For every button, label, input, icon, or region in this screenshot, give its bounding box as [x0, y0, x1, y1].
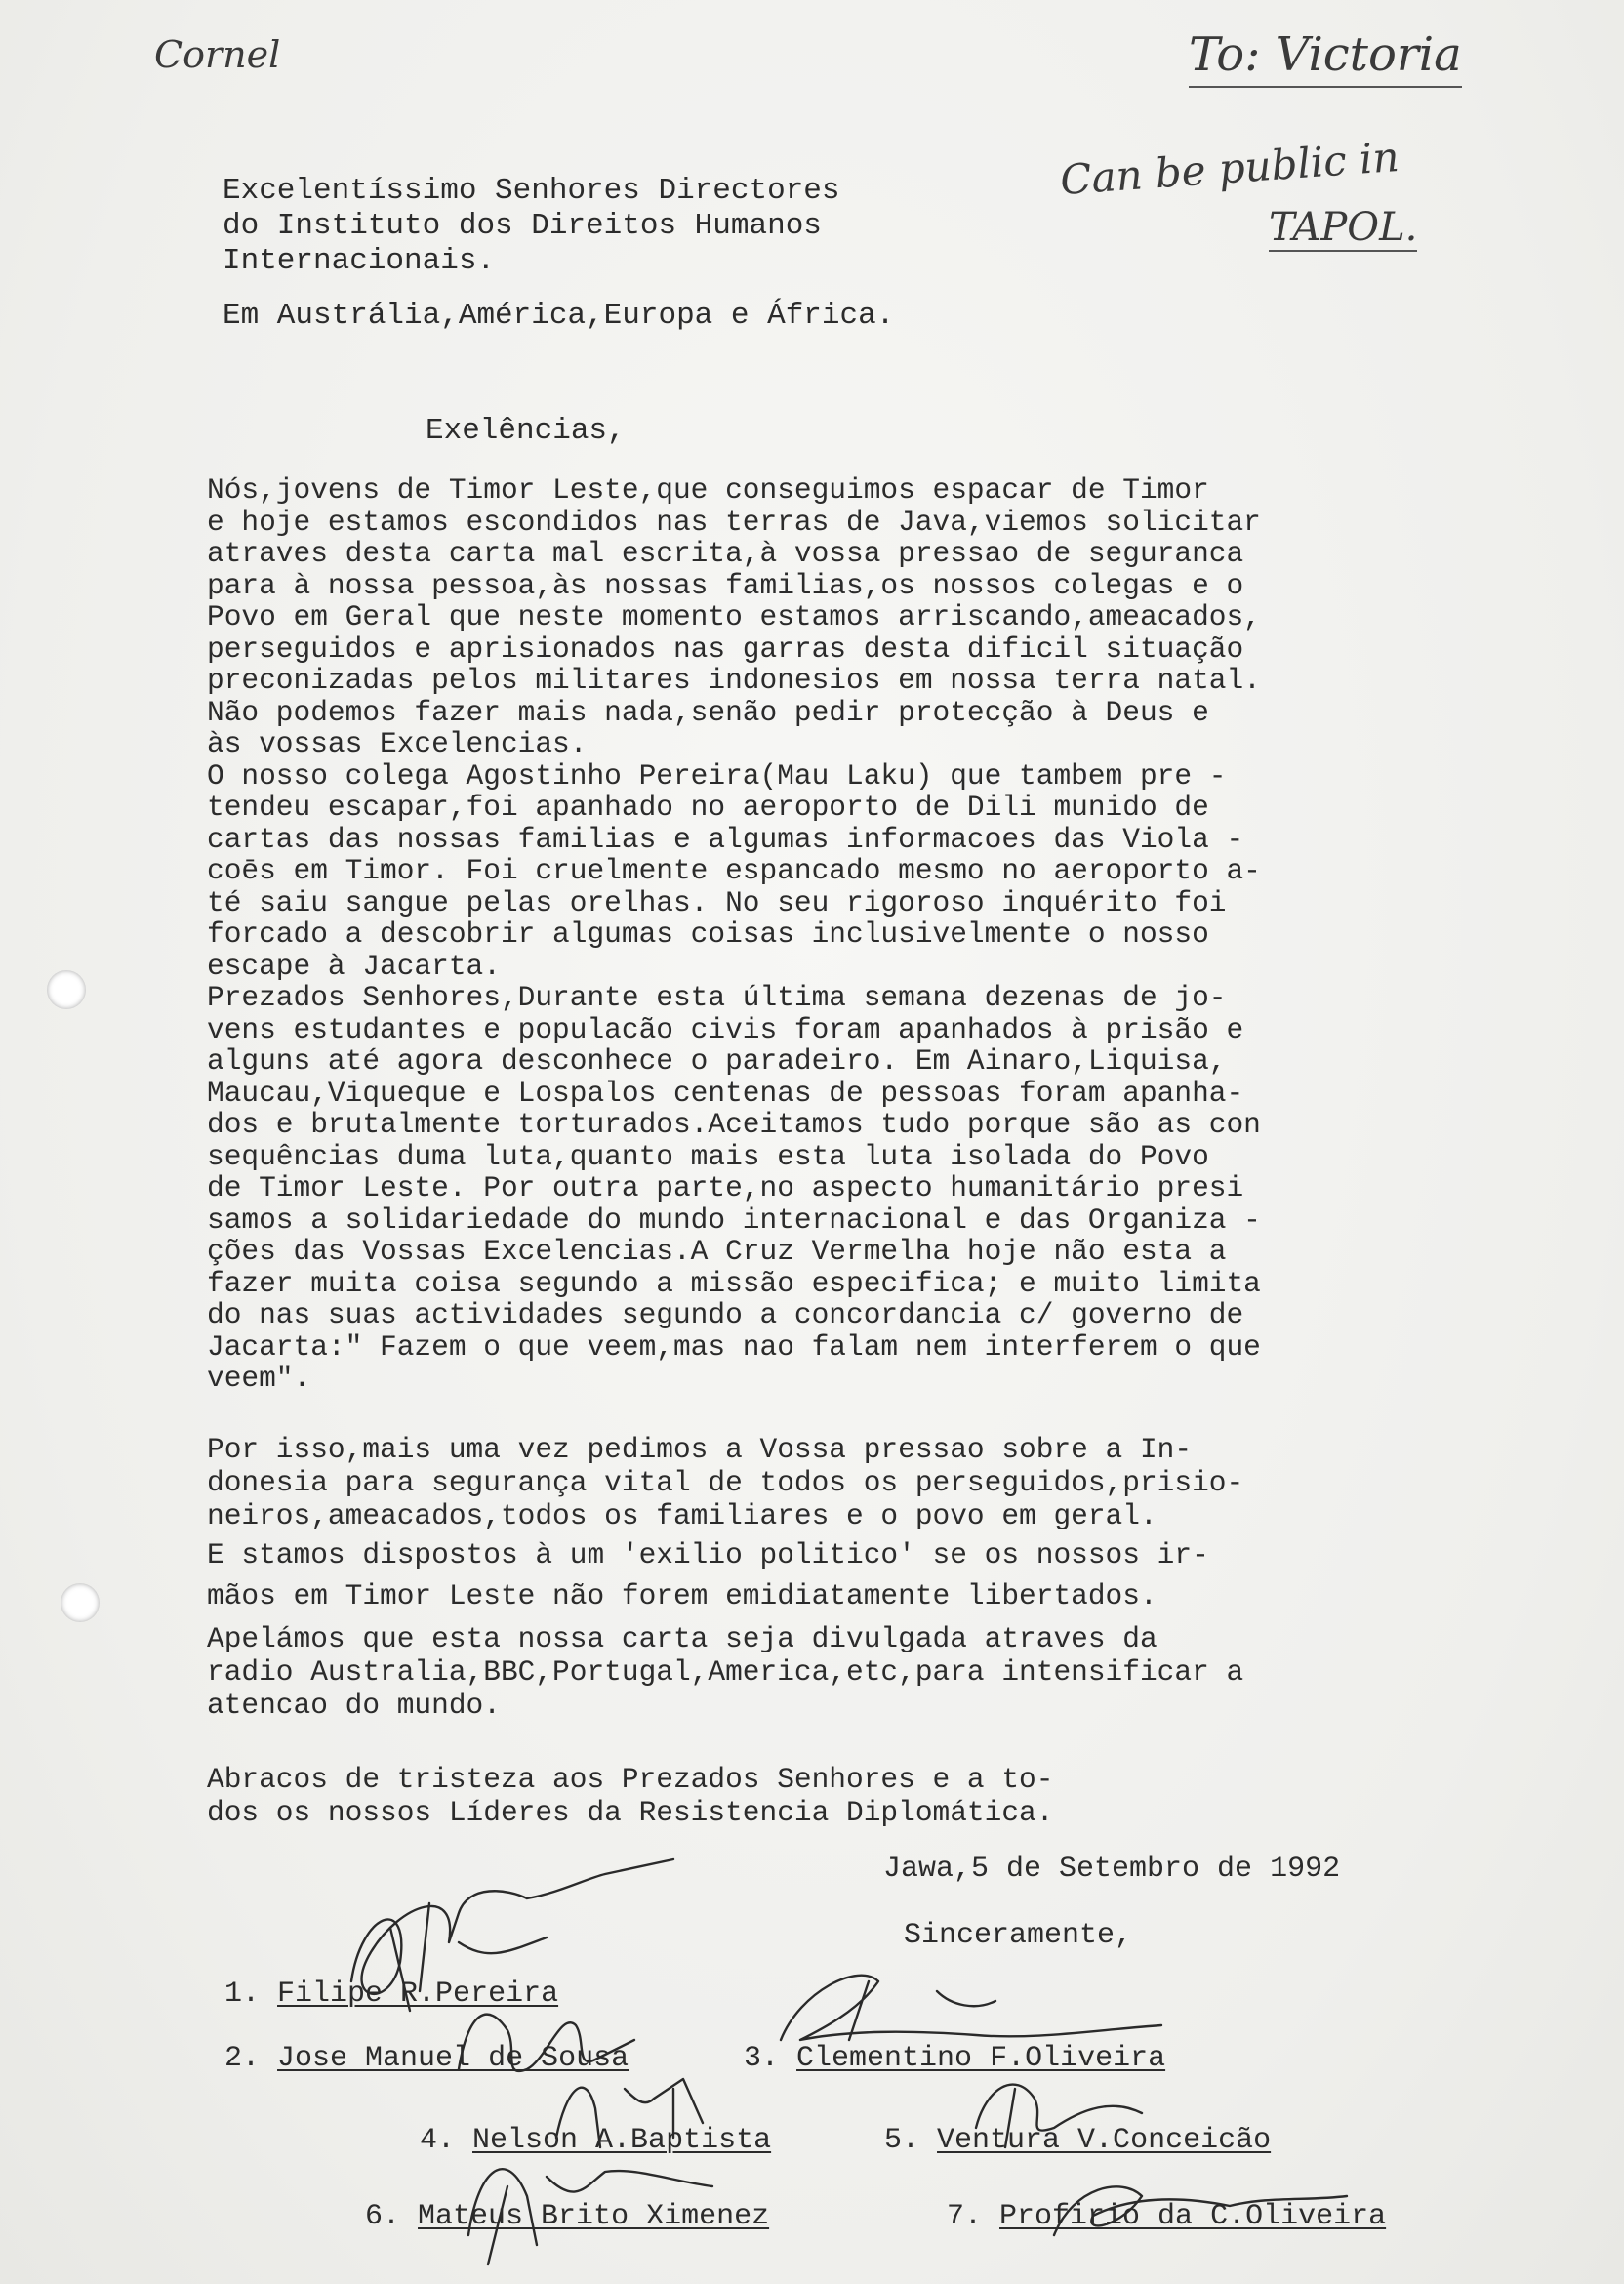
body-line: atencao do mundo. [207, 1689, 501, 1722]
body-line: coēs em Timor. Foi cruelmente espancado mesmo no aeroporto a- [207, 854, 1261, 887]
address-line: Internacionais. [223, 244, 496, 278]
body-line: samos a solidariedade do mundo internacional e das Organiza - [207, 1203, 1261, 1237]
sign-off: Sinceramente, [904, 1919, 1133, 1952]
letter-date: Jawa,5 de Setembro de 1992 [883, 1853, 1341, 1886]
body-line: donesia para segurança vital de todos os perseguidos,prisio- [207, 1466, 1244, 1499]
signatory-number: 5. [884, 2124, 920, 2157]
signatory-name: Filipe R.Pereira [277, 1978, 559, 2011]
body-line: vens estudantes e populacão civis foram apanhados à prisão e [207, 1012, 1244, 1046]
body-line: atraves desta carta mal escrita,à vossa pressao de seguranca [207, 537, 1244, 570]
body-line: para à nossa pessoa,às nossas familias,os nossos colegas e o [207, 568, 1244, 602]
handwritten-note-line1: Can be public in [1058, 132, 1401, 205]
signature-mark-1 [351, 1859, 673, 1994]
body-line: radio Australia,BBC,Portugal,America,etc,para intensificar a [207, 1655, 1244, 1689]
body-line: Jacarta:" Fazem o que veem,mas nao falam nem interferem o que [207, 1329, 1261, 1364]
body-line: preconizadas pelos militares indonesios em nossa terra natal. [207, 664, 1261, 697]
handwritten-name-top-left: Cornel [154, 33, 281, 76]
signatory-name: Ventura V.Conceicão [937, 2124, 1272, 2157]
body-line: té saiu sangue pelas orelhas. No seu rigoroso inquérito foi [207, 885, 1227, 919]
letter-body [207, 474, 1476, 1395]
body-line: ções das Vossas Excelencias.A Cruz Vermelha hoje não esta a [207, 1235, 1227, 1268]
body-line: tendeu escapar,foi apanhado no aeroporto de Dili munido de [207, 791, 1209, 824]
punch-hole-bottom [61, 1583, 100, 1622]
signatory-7 [947, 2200, 1386, 2233]
signatory-number: 2. [224, 2042, 261, 2075]
address-block [223, 174, 894, 334]
signatory-number: 3. [744, 2042, 780, 2075]
body-line: escape à Jacarta. [207, 949, 501, 983]
body-line: dos e brutalmente torturados.Aceitamos tudo porque são as con [207, 1108, 1261, 1141]
body-line: sequências duma luta,quanto mais esta luta isolada do Povo [207, 1139, 1209, 1173]
body-line: perseguidos e aprisionados nas garras desta dificil situação [207, 632, 1244, 666]
body-line: Maucau,Viqueque e Lospalos centenas de pessoas foram apanha- [207, 1076, 1244, 1110]
body-line: Nós,jovens de Timor Leste,que conseguimos espacar de Timor [207, 473, 1209, 507]
closing-line: Abracos de tristeza aos Prezados Senhores e a to- [207, 1763, 1054, 1796]
body-line: cartas das nossas familias e algumas informacoes das Viola - [207, 822, 1244, 856]
address-line: Excelentíssimo Senhores Directores [223, 174, 840, 208]
body-line: fazer muita coisa segundo a missão especifica; e muito limita [207, 1266, 1261, 1300]
signatory-6 [365, 2200, 769, 2233]
body-line: alguns até agora desconhece o paradeiro. Em Ainaro,Liquisa, [207, 1044, 1227, 1078]
signatory-name: Profirio da C.Oliveira [999, 2200, 1387, 2233]
body-line: veem". [207, 1362, 311, 1395]
body-line: E stamos dispostos à um 'exilio politico' se os nossos ir- [207, 1538, 1209, 1571]
signatory-name: Mateus Brito Ximenez [418, 2200, 770, 2233]
signatory-name: Clementino F.Oliveira [796, 2042, 1166, 2075]
closing-line: dos os nossos Líderes da Resistencia Diplomática. [207, 1796, 1054, 1829]
handwritten-recipient: To: Victoria [1189, 27, 1462, 88]
body-line: forcado a descobrir algumas coisas inclusivelmente o nosso [207, 918, 1209, 951]
body-line: e hoje estamos escondidos nas terras de Java,viemos solicitar [207, 505, 1261, 539]
body-line: às vossas Excelencias. [207, 727, 588, 760]
signatory-number: 6. [365, 2200, 401, 2233]
signatory-4 [420, 2124, 771, 2157]
body-line: do nas suas actividades segundo a concordancia c/ governo de [207, 1298, 1244, 1331]
body-line: mãos em Timor Leste não forem emidiatamente libertados. [207, 1579, 1157, 1612]
signatory-2 [224, 2042, 629, 2075]
body-line: O nosso colega Agostinho Pereira(Mau Laku) que tambem pre - [207, 758, 1227, 793]
signatory-number: 4. [420, 2124, 456, 2157]
handwritten-note-line2: TAPOL. [1269, 205, 1418, 250]
body-line: Apelámos que esta nossa carta seja divulgada atraves da [207, 1622, 1157, 1655]
body-line: Não podemos fazer mais nada,senão pedir protecção à Deus e [207, 695, 1209, 729]
body-line: Prezados Senhores,Durante esta última semana dezenas de jo- [207, 981, 1227, 1014]
body-line: de Timor Leste. Por outra parte,no aspecto humanitário presi [207, 1171, 1244, 1204]
signature-mark-3 [781, 1976, 1161, 2040]
signatory-5 [884, 2124, 1271, 2157]
signatory-name: Nelson A.Baptista [472, 2124, 772, 2157]
signatory-3 [744, 2042, 1165, 2075]
address-line: do Instituto dos Direitos Humanos [223, 209, 822, 243]
signatory-name: Jose Manuel de Sousa [277, 2042, 629, 2075]
closing-paragraph [207, 1763, 1053, 1829]
address-line: Em Austrália,América,Europa e África. [223, 299, 895, 333]
letter-body-appeal [207, 1433, 1243, 1722]
punch-hole-top [47, 970, 86, 1009]
body-line: Povo em Geral que neste momento estamos arriscando,ameacados, [207, 600, 1261, 633]
signatory-1 [224, 1978, 558, 2011]
body-line: neiros,ameacados,todos os familiares e o povo em geral. [207, 1499, 1157, 1532]
signatory-number: 1. [224, 1978, 261, 2011]
signatory-number: 7. [947, 2200, 983, 2233]
body-line: Por isso,mais uma vez pedimos a Vossa pressao sobre a In- [207, 1433, 1193, 1466]
salutation: Exelências, [426, 414, 626, 448]
